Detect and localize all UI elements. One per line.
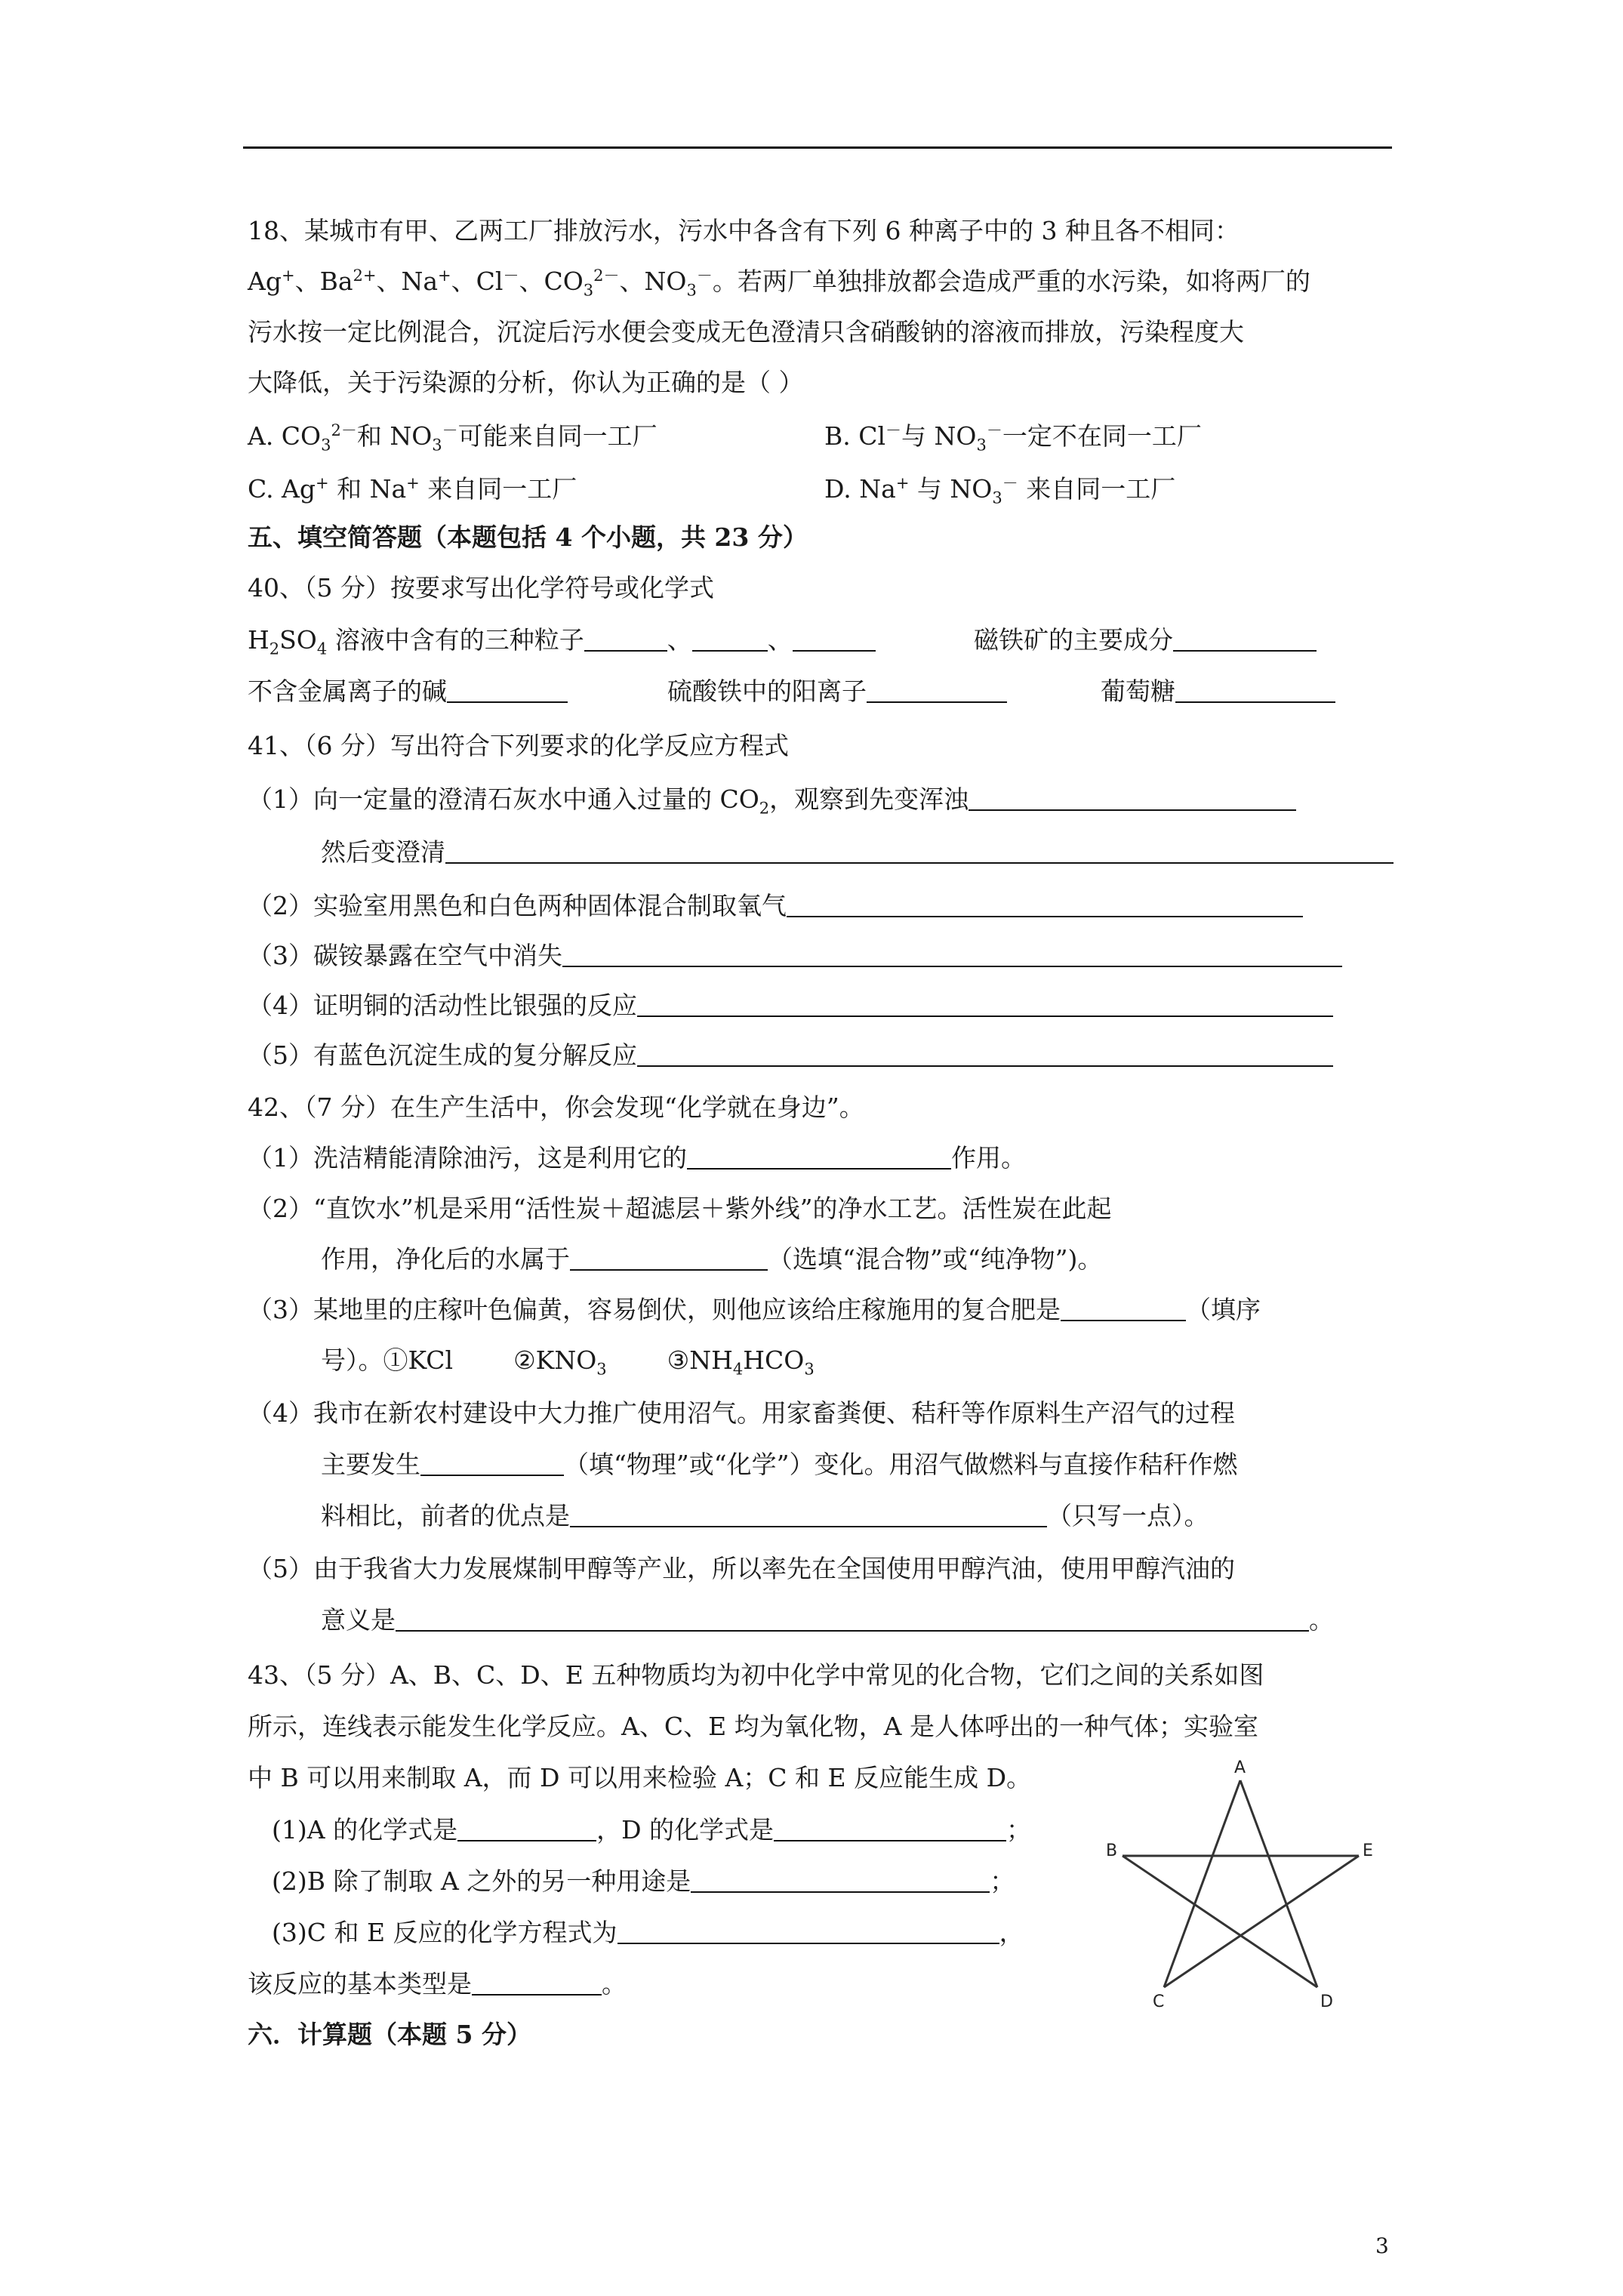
q41-item4: （4）证明铜的活动性比银强的反应 bbox=[248, 989, 1333, 1022]
q42-item5a: （5）由于我省大力发展煤制甲醇等产业，所以率先在全国使用甲醇汽油，使用甲醇汽油的 bbox=[248, 1554, 1235, 1583]
blank-q43-1b[interactable] bbox=[774, 1817, 1006, 1841]
blank-q42-5[interactable] bbox=[396, 1607, 1309, 1632]
blank-particle-3[interactable] bbox=[793, 627, 876, 652]
q40-row1: $H_2SO_4$ 溶液中含有的三种粒子 、 、 bbox=[248, 624, 876, 657]
q43-sub2: (2)B 除了制取 A 之外的另一种用途是 ； bbox=[272, 1866, 1015, 1896]
blank-base[interactable] bbox=[447, 679, 568, 703]
blank-cation[interactable] bbox=[867, 679, 1007, 703]
q43-sub1: (1)A 的化学式是 ，D 的化学式是 ； bbox=[272, 1815, 1032, 1845]
q42-item1: （1）洗洁精能清除油污，这是利用它的 作用。 bbox=[248, 1143, 1026, 1173]
q40-row2a: 不含金属离子的碱 bbox=[248, 675, 568, 708]
blank-q41-5[interactable] bbox=[637, 1043, 1333, 1067]
edge-b-d bbox=[1123, 1856, 1317, 1987]
q41-item1: （1）向一定量的澄清石灰水中通入过量的 $CO_2$，观察到先变浑浊 bbox=[248, 783, 1296, 816]
edge-c-e bbox=[1164, 1856, 1359, 1987]
q42-item3b: 号）。①KCl $②KNO_3$ $③NH_4HCO_3$ bbox=[321, 1345, 815, 1379]
q41-title: 41、（6 分）写出符合下列要求的化学反应方程式 bbox=[248, 731, 789, 760]
q18-line3: 污水按一定比例混合，沉淀后污水便会变成无色澄清只含硝酸钠的溶液而排放，污染程度大 bbox=[248, 317, 1244, 347]
page-number: 3 bbox=[1375, 2233, 1389, 2258]
node-d-label: D bbox=[1320, 1992, 1333, 2008]
blank-q42-2[interactable] bbox=[570, 1247, 768, 1271]
blank-particle-1[interactable] bbox=[584, 627, 667, 652]
blank-q42-4b[interactable] bbox=[570, 1503, 1047, 1527]
q41-item5: （5）有蓝色沉淀生成的复分解反应 bbox=[248, 1039, 1333, 1072]
q18-line4: 大降低，关于污染源的分析，你认为正确的是（ ） bbox=[248, 368, 804, 397]
node-e-label: E bbox=[1363, 1841, 1373, 1860]
blank-q43-4[interactable] bbox=[472, 1971, 602, 1996]
header-rule bbox=[243, 146, 1392, 149]
blank-magnetite[interactable] bbox=[1173, 627, 1317, 652]
node-a-label: A bbox=[1234, 1759, 1246, 1777]
q42-item2b: 作用，净化后的水属于 （选填“混合物”或“纯净物”)。 bbox=[321, 1244, 1103, 1274]
blank-q43-2[interactable] bbox=[691, 1869, 990, 1893]
q43-sub3: (3)C 和 E 反应的化学方程式为 ， bbox=[272, 1918, 1024, 1947]
q18-line1: 18、某城市有甲、乙两工厂排放污水，污水中各含有下列 6 种离子中的 3 种且各不相同： bbox=[248, 216, 1240, 245]
node-b-label: B bbox=[1106, 1841, 1118, 1860]
q42-item4a: （4）我市在新农村建设中大力推广使用沼气。用家畜粪便、秸秆等作原料生产沼气的过程 bbox=[248, 1398, 1235, 1428]
blank-q43-1a[interactable] bbox=[457, 1817, 596, 1841]
q18-option-b: B. Cl－与 $NO_3^-$一定不在同一工厂 bbox=[824, 421, 1202, 455]
q43-sub4: 该反应的基本类型是 。 bbox=[248, 1969, 627, 1999]
q42-title: 42、（7 分）在生产生活中，你会发现“化学就在身边”。 bbox=[248, 1093, 864, 1122]
edge-a-c bbox=[1164, 1780, 1240, 1987]
q40-title: 40、（5 分）按要求写出化学符号或化学式 bbox=[248, 573, 714, 603]
q42-item4b: 主要发生 （填“物理”或“化学”）变化。用沼气做燃料与直接作秸秆作燃 bbox=[321, 1450, 1238, 1479]
edge-d-a bbox=[1240, 1780, 1317, 1987]
q41-item1-cont: 然后变澄清 bbox=[321, 836, 1394, 869]
blank-glucose[interactable] bbox=[1175, 679, 1335, 703]
blank-q41-1a[interactable] bbox=[969, 787, 1296, 811]
q42-item4c: 料相比，前者的优点是 （只写一点）。 bbox=[321, 1501, 1209, 1530]
blank-q41-4[interactable] bbox=[637, 993, 1333, 1017]
q43-line3: 中 B 可以用来制取 A，而 D 可以用来检验 A；C 和 E 反应能生成 D。 bbox=[248, 1763, 1032, 1792]
blank-q43-3[interactable] bbox=[617, 1920, 999, 1944]
blank-q41-1b[interactable] bbox=[445, 840, 1394, 864]
q41-item3: （3）碳铵暴露在空气中消失 bbox=[248, 939, 1342, 972]
q40-row1-right: 磁铁矿的主要成分 bbox=[974, 624, 1317, 657]
q42-item2a: （2）“直饮水”机是采用“活性炭＋超滤层＋紫外线”的净水工艺。活性炭在此起 bbox=[248, 1194, 1112, 1223]
q18-option-d: D. Na+ 与 $NO_3^-$ 来自同一工厂 bbox=[824, 474, 1176, 507]
q43-line1: 43、（5 分）A、B、C、D、E 五种物质均为初中化学中常见的化合物，它们之间的关系如图 bbox=[248, 1660, 1264, 1690]
blank-q42-4a[interactable] bbox=[420, 1452, 564, 1476]
q40-row2c: 葡萄糖 bbox=[1101, 675, 1335, 708]
pentagram-diagram bbox=[1106, 1759, 1378, 2008]
q40-row2b: 硫酸铁中的阳离子 bbox=[667, 675, 1007, 708]
blank-particle-2[interactable] bbox=[692, 627, 768, 652]
blank-q42-1[interactable] bbox=[687, 1145, 951, 1170]
q41-item2: （2）实验室用黑色和白色两种固体混合制取氧气 bbox=[248, 889, 1303, 923]
section-5-heading: 五、填空简答题（本题包括 4 个小题，共 23 分） bbox=[248, 522, 808, 552]
q43-line2: 所示，连线表示能发生化学反应。A、C、E 均为氧化物，A 是人体呼出的一种气体；实验室 bbox=[248, 1712, 1258, 1741]
blank-q42-3[interactable] bbox=[1061, 1297, 1186, 1321]
q42-item5b: 意义是 。 bbox=[321, 1605, 1334, 1635]
section-6-heading: 六．计算题（本题 5 分） bbox=[248, 2020, 531, 2049]
q18-line2: Ag+、$Ba^{2+}$、Na+、Cl－、$CO_3^{2-}$、$NO_3^-$。若两厂单独排放都会造成严重的水污染，如将两厂的 bbox=[248, 267, 1310, 300]
q18-option-c: C. Ag+ 和 Na+ 来自同一工厂 bbox=[248, 474, 577, 504]
q42-item3a: （3）某地里的庄稼叶色偏黄，容易倒伏，则他应该给庄稼施用的复合肥是 （填序 bbox=[248, 1295, 1261, 1324]
blank-q41-2[interactable] bbox=[787, 893, 1303, 917]
blank-q41-3[interactable] bbox=[562, 943, 1342, 967]
q18-option-a: A. $CO_3^{2-}$和 $NO_3^-$可能来自同一工厂 bbox=[248, 421, 658, 455]
node-c-label: C bbox=[1153, 1992, 1165, 2008]
